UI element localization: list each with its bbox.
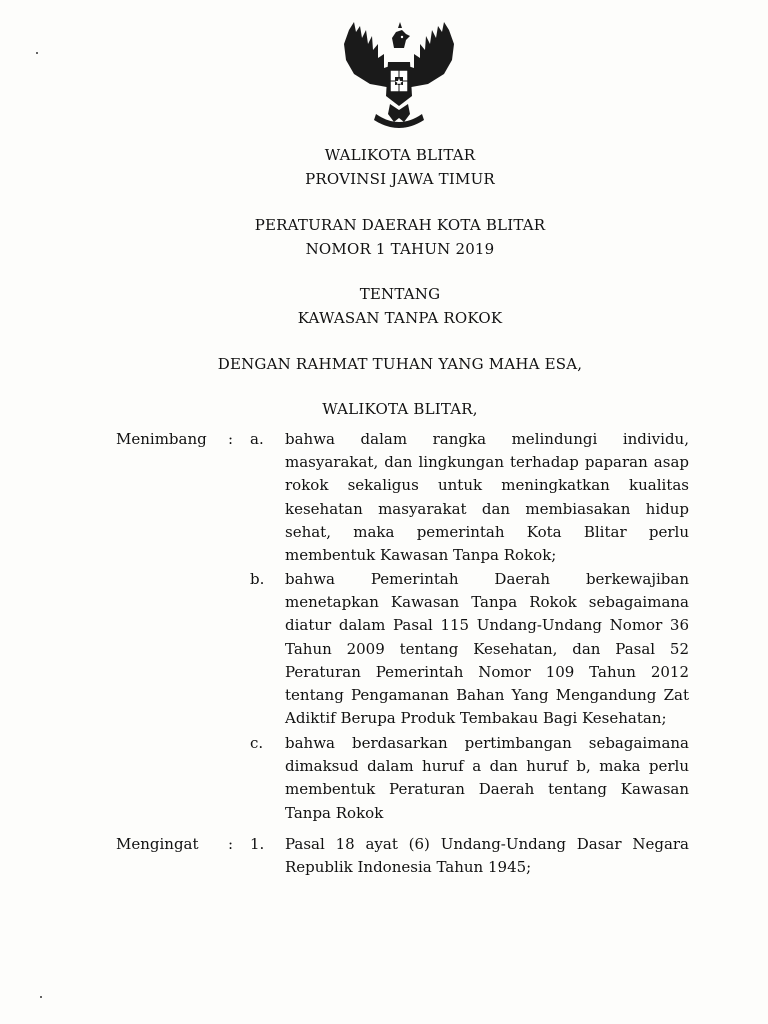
mengingat-label: Mengingat xyxy=(116,835,199,853)
mengingat-item-marker: 1. xyxy=(250,835,265,853)
menimbang-label: Menimbang xyxy=(116,430,207,448)
menimbang-item-marker: a. xyxy=(250,430,264,448)
menimbang-item-marker: c. xyxy=(250,734,264,752)
header-tentang: TENTANG xyxy=(359,285,441,303)
menimbang-item-marker: b. xyxy=(250,570,265,588)
header-nomor: NOMOR 1 TAHUN 2019 xyxy=(305,240,495,258)
menimbang-item-text: bahwa Pemerintah Daerah berkewajiban menetapkan Kawasan Tanpa Rokok sebagaimana diatur dalam Pasal 115 Undang-Undang Nomor 36 Tahun 2009 tentang Kesehatan, dan Pasal 52 Peraturan Pemerintah Nomor 109 Tahun 2012 tentang Pengamanan Bahan Yang Mengandung Zat Adiktif Berupa Produk Tembakau Bagi Kesehatan; xyxy=(285,570,689,728)
authority: WALIKOTA BLITAR, xyxy=(322,400,478,418)
scan-speck xyxy=(40,996,42,998)
invocation: DENGAN RAHMAT TUHAN YANG MAHA ESA, xyxy=(217,355,583,373)
mengingat-colon: : xyxy=(228,835,234,853)
header-provinsi: PROVINSI JAWA TIMUR xyxy=(305,170,495,188)
menimbang-item-text: bahwa berdasarkan pertimbangan sebagaimana dimaksud dalam huruf a dan huruf b, maka perlu membentuk Peraturan Daerah tentang Kawasan Tanpa Rokok xyxy=(285,734,689,822)
header-title: KAWASAN TANPA ROKOK xyxy=(297,309,503,327)
mengingat-item-text: Pasal 18 ayat (6) Undang-Undang Dasar Negara Republik Indonesia Tahun 1945; xyxy=(285,835,689,877)
menimbang-item-text: bahwa dalam rangka melindungi individu, masyarakat, dan lingkungan terhadap paparan asap rokok sekaligus untuk meningkatkan kualitas kesehatan masyarakat dan membiasakan hidup sehat, maka pemerintah Kota Blitar perlu membentuk Kawasan Tanpa Rokok; xyxy=(285,430,689,565)
scan-speck xyxy=(36,52,38,54)
garuda-pancasila-emblem xyxy=(340,18,458,130)
header-peraturan: PERATURAN DAERAH KOTA BLITAR xyxy=(254,216,546,234)
header-walikota: WALIKOTA BLITAR xyxy=(324,146,476,164)
menimbang-colon: : xyxy=(228,430,234,448)
